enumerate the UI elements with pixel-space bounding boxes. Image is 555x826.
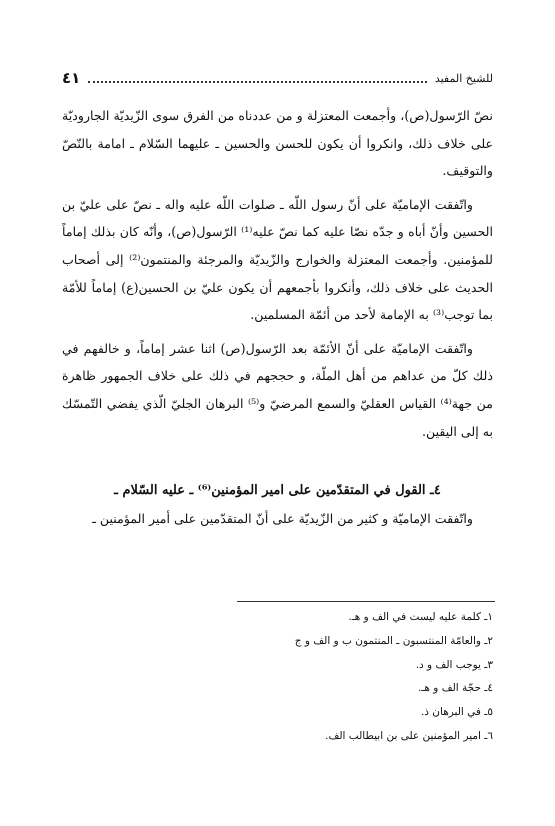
footnote-4: ٤ـ حجّة الف و هـ. [418,682,493,695]
section-paragraph: واتّفقت الإماميّة و كثير من الزّيديّة على أنّ المتقدّمين على أمير المؤمنين ـ [92,510,473,526]
footnote-5: ٥ـ في البرهان ذ. [420,706,493,719]
footnotes [62,606,493,749]
page-number: ٤١ [62,69,81,87]
paragraph-1: نصّ الرّسول(ص)، وأجمعت المعتزلة و من عددناه من الفرق سوى الزّيديّة الجاروديّة على خلاف ذلك، وانكروا أن يكون للحسن والحسين ـ عليهما السّلام ـ امامة بالنّصّ والتوقيف. [62,108,493,179]
footnote-6: ٦ـ امير المؤمنين على بن ابيطالب الف. [325,729,493,742]
main-text [62,102,493,538]
footnote-2: ٢ـ والعامّة المنتسبون ـ المنتمون ب و الف و ج [294,634,493,647]
page-header [62,68,493,88]
footnote-divider [237,601,495,602]
paragraph-2: واتّفقت الإماميّة على أنّ رسول اللّه ـ صلوات اللّه عليه واله ـ نصّ على عليّ بن الحسين وأنّ أباه و جدّه نصّا عليه كما نصّ عليه⁽¹⁾ الرّسول(ص)، وأنّه كان بذلك إماماً للمؤمنين. وأجمعت المعتزلة والخوارج والزّيديّة والمرجئة والمنتمون⁽²⁾ إلى أصحاب الحديث على خلاف ذلك، وأنكروا بأجمعهم أن يكون عليّ بن الحسين(ع) إماماً للأمّة بما توجب⁽³⁾ به الإمامة لأحد من أئمّة المسلمين. [62,196,493,323]
running-title: للشيخ المفيد [434,71,493,85]
header-dotted-leader [88,73,427,83]
footnote-1: ١ـ كلمة عليه ليست في الف و هـ. [348,611,493,623]
section-heading: ٤ـ القول في المتقدّمين على امير المؤمنين⁽⁶⁾ ـ عليه السّلام ـ [114,483,441,499]
footnote-3: ٣ـ يوجب الف و د. [415,658,493,671]
paragraph-3: واتّفقت الإماميّة على أنّ الأئمّة بعد الرّسول(ص) اثنا عشر إماماً، و خالفهم في ذلك كلّ من عداهم من أهل الملّة، و حججهم في ذلك على خلاف الجمهور ظاهرة من جهة⁽⁴⁾ القياس العقليّ والسمع المرضيّ و⁽⁵⁾ البرهان الجليّ الّذي يفضي التّمسّك به إلى اليقين. [62,340,494,439]
